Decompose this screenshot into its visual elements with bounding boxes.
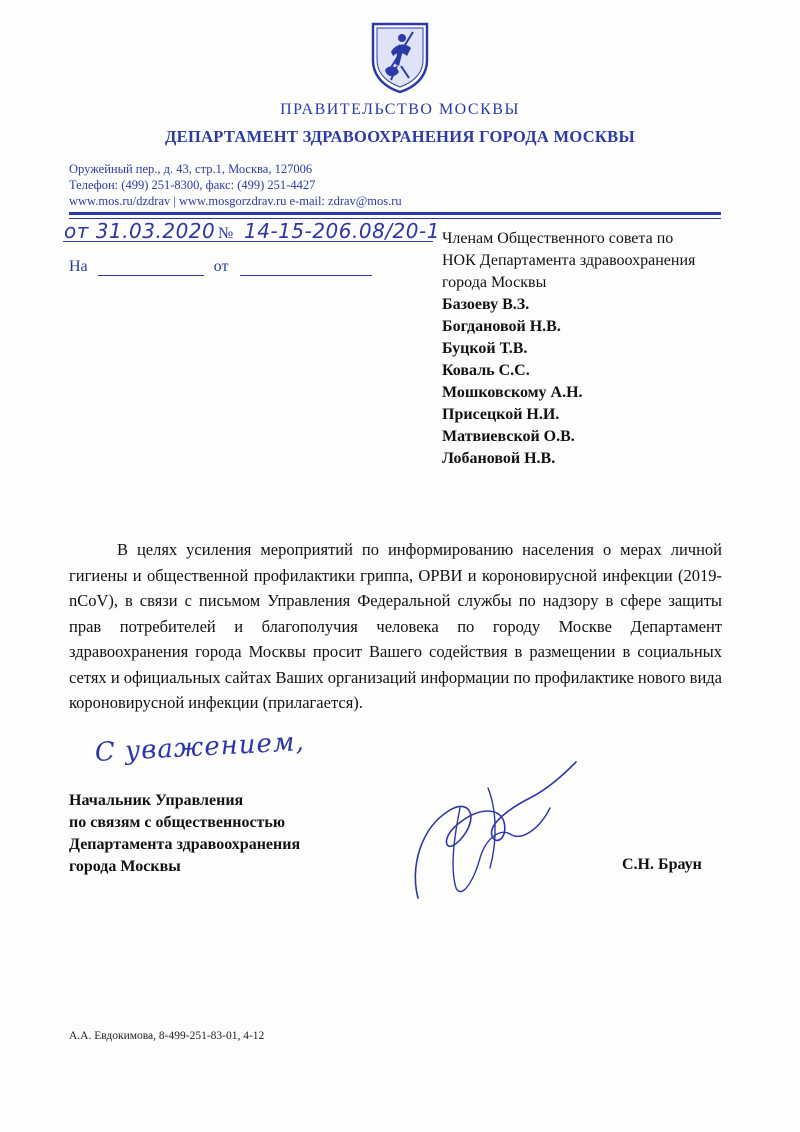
contact-web: www.mos.ru/dzdrav | www.mosgorzdrav.ru e-mail: zdrav@mos.ru (69, 194, 402, 208)
addressee-intro-line: города Москвы (442, 274, 547, 291)
header-rule-thick (69, 212, 721, 215)
addressee-name: Базоеву В.З. (442, 296, 530, 313)
handwritten-signature (400, 748, 590, 918)
addressee-name: Присецкой Н.И. (442, 406, 560, 423)
addressee-name: Богдановой Н.В. (442, 318, 561, 335)
reference-from-label: от (213, 258, 229, 275)
addressee-intro-line: НОК Департамента здравоохранения (442, 252, 696, 269)
signatory-title-line: Начальник Управления (69, 792, 244, 809)
executor-footer: А.А. Евдокимова, 8-499-251-83-01, 4-12 (69, 1030, 265, 1042)
signatory-title-line: Департамента здравоохранения (69, 836, 301, 853)
reference-number-blank (98, 261, 204, 276)
addressee-name: Буцкой Т.В. (442, 340, 528, 357)
government-name: ПРАВИТЕЛЬСТВО МОСКВЫ (280, 101, 520, 118)
contact-block (69, 161, 402, 209)
department-name: ДЕПАРТАМЕНТ ЗДРАВООХРАНЕНИЯ ГОРОДА МОСКВЫ (164, 127, 635, 146)
addressee-block (442, 228, 695, 470)
reference-label: На (69, 258, 88, 275)
addressee-name: Лобановой Н.В. (442, 450, 556, 467)
closing-handwritten: С уважением, (94, 727, 306, 768)
reference-date-blank (240, 261, 372, 276)
signatory-name: С.Н. Браун (622, 856, 702, 873)
addressee-name: Мошковскому А.Н. (442, 384, 583, 401)
reference-line (69, 258, 372, 276)
addressee-name: Матвиевской О.В. (442, 428, 575, 445)
contact-phone: Телефон: (499) 251-8300, факс: (499) 251-4427 (69, 178, 316, 192)
signatory-title (69, 790, 300, 878)
addressee-intro-line: Членам Общественного совета по (442, 230, 674, 247)
number-label: № (218, 225, 234, 242)
outgoing-date: от 31.03.2020 (64, 219, 216, 243)
addressee-name: Коваль С.С. (442, 362, 530, 379)
outgoing-number-line (63, 241, 433, 242)
moscow-coat-of-arms-icon (369, 20, 431, 94)
body-paragraph: В целях усиления мероприятий по информированию населения о мерах личной гигиены и общественной профилактики гриппа, ОРВИ и короновирусной инфекции (2019-nCoV), в связи с письмом Управления Федеральной службы по надзору в сфере защиты прав потребителей и благополучия человека по городу Москве Департамент здравоохранения города Москвы просит Вашего содействия в размещении в социальных сетях и официальных сайтах Ваших организаций информации по профилактике нового вида короновирусной инфекции (прилагается). (69, 540, 722, 712)
outgoing-number: 14-15-206.08/20-1 (244, 219, 440, 243)
signatory-title-line: по связям с общественностью (69, 814, 286, 831)
contact-address: Оружейный пер., д. 43, стр.1, Москва, 127006 (69, 162, 313, 176)
signatory-title-line: города Москвы (69, 858, 181, 875)
